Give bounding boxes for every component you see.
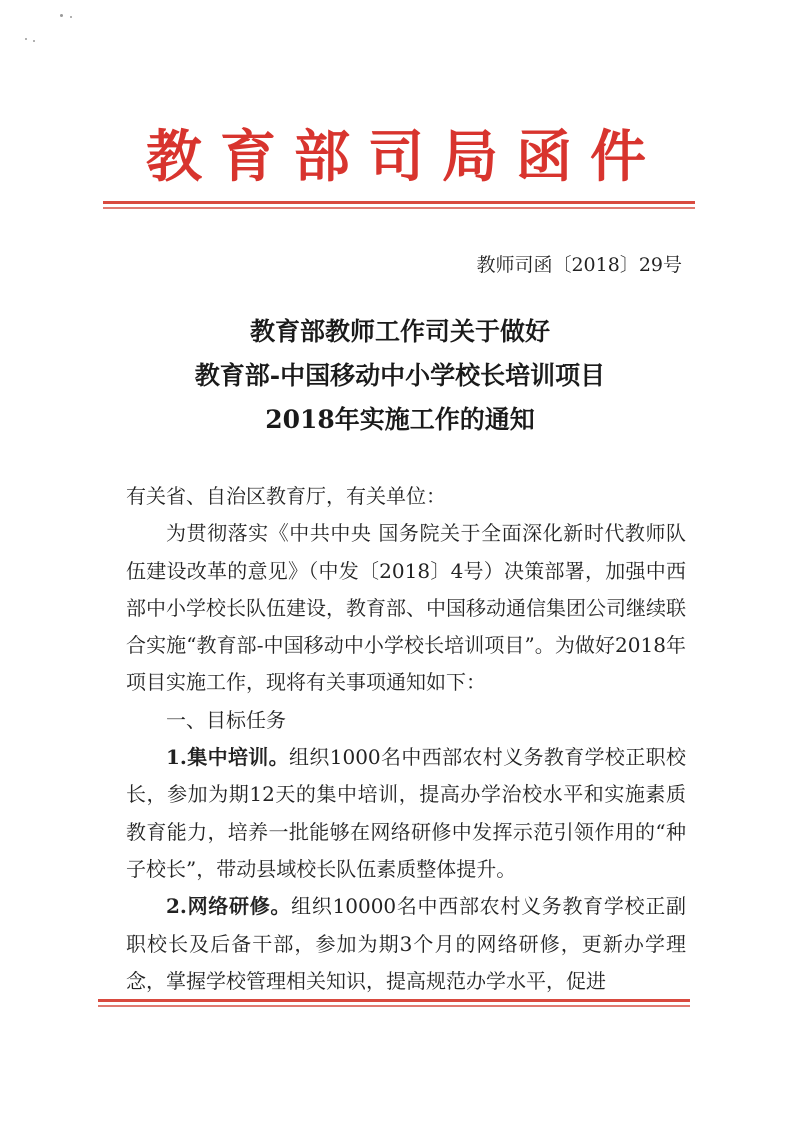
document-body: [126, 478, 686, 1000]
item-paragraph-2: [126, 888, 686, 1000]
document-number: 教师司函〔2018〕29号: [476, 254, 682, 276]
footer-divider-thin: [98, 1005, 690, 1007]
item-text-1: 组织1000名中西部农村义务教育学校正职校长，参加为期12天的集中培训，提高办学治校水平和实施素质教育能力，培养一批能够在网络研修中发挥示范引领作用的“种子校长”，带动县域校长队伍素质整体提升。: [126, 745, 686, 881]
item-text-2: 组织10000名中西部农村义务教育学校正副职校长及后备干部，参加为期3个月的网络研修，更新办学理念，掌握学校管理相关知识，提高规范办学水平，促进: [126, 894, 686, 993]
masthead-divider: [103, 201, 695, 204]
scan-speck: [70, 16, 72, 18]
title-line-2: 教育部-中国移动中小学校长培训项目: [194, 361, 606, 390]
footer-divider: [98, 999, 690, 1002]
salutation: 有关省、自治区教育厅，有关单位：: [126, 484, 446, 508]
scan-speck: [25, 38, 27, 40]
intro-paragraph: 为贯彻落实《中共中央 国务院关于全面深化新时代教师队伍建设改革的意见》（中发〔2018〕4号）决策部署，加强中西部中小学校长队伍建设，教育部、中国移动通信集团公司继续联合实施“教育部-中国移动中小学校长培训项目”。为做好2018年项目实施工作，现将有关事项通知如下：: [126, 521, 686, 695]
title-line-1: 教育部教师工作司关于做好: [249, 317, 550, 346]
scan-speck: [33, 40, 35, 42]
masthead-divider-thin: [103, 207, 695, 209]
masthead-title: 教育部司局函件: [146, 124, 664, 190]
document-title: [0, 310, 800, 442]
section-heading: 一、目标任务: [166, 707, 286, 732]
item-paragraph-1: [126, 739, 686, 888]
item-lead-2: 2.网络研修。: [166, 894, 292, 919]
item-lead-1: 1.集中培训。: [166, 745, 290, 770]
scan-speck: [60, 14, 63, 17]
title-line-3: 2018年实施工作的通知: [265, 405, 535, 434]
